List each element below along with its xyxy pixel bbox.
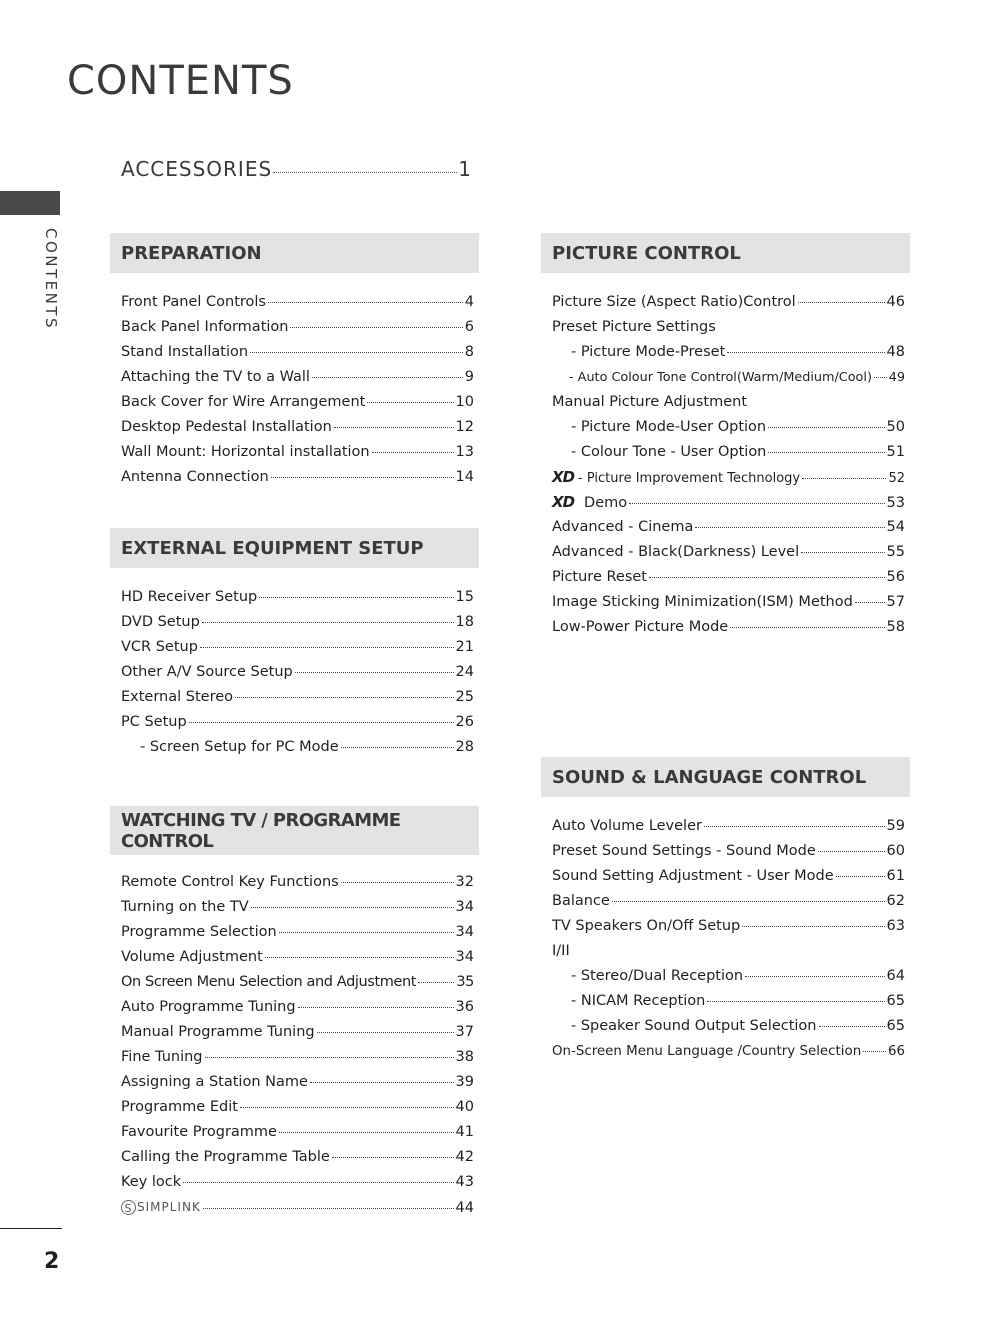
dot-leader bbox=[298, 1007, 454, 1008]
dot-leader bbox=[189, 722, 454, 723]
dot-leader bbox=[341, 882, 454, 883]
toc-entry[interactable] bbox=[552, 340, 905, 365]
dot-leader bbox=[802, 478, 886, 479]
toc-entry-page: 13 bbox=[455, 444, 474, 460]
dot-leader bbox=[801, 552, 884, 553]
toc-entry[interactable] bbox=[552, 839, 905, 864]
toc-entry-page: 26 bbox=[455, 714, 474, 730]
toc-entry-page: 59 bbox=[886, 818, 905, 834]
dot-leader bbox=[259, 597, 453, 598]
toc-entry[interactable] bbox=[552, 864, 905, 889]
dot-leader bbox=[203, 1208, 454, 1209]
toc-entry-page: 41 bbox=[455, 1124, 474, 1140]
toc-entry-label: Advanced - Cinema bbox=[552, 519, 694, 535]
toc-entry[interactable] bbox=[121, 1170, 474, 1195]
toc-entry[interactable] bbox=[552, 290, 905, 315]
dot-leader bbox=[271, 477, 454, 478]
toc-entry-label: Fine Tuning bbox=[121, 1049, 203, 1065]
toc-entry-label: Antenna Connection bbox=[121, 469, 269, 485]
toc-entry-label: Favourite Programme bbox=[121, 1124, 277, 1140]
toc-entry-page: 62 bbox=[886, 893, 905, 909]
toc-entry-label: - Speaker Sound Output Selection bbox=[571, 1018, 817, 1034]
toc-entry[interactable] bbox=[121, 465, 474, 490]
toc-entry-page: 65 bbox=[886, 1018, 905, 1034]
dot-leader bbox=[295, 672, 454, 673]
toc-entry[interactable] bbox=[552, 814, 905, 839]
toc-entry-label: Manual Picture Adjustment bbox=[552, 394, 748, 410]
toc-entry-page: 34 bbox=[455, 924, 474, 940]
toc-entry-page: 21 bbox=[455, 639, 474, 655]
toc-entry-label: - NICAM Reception bbox=[571, 993, 706, 1009]
dot-leader bbox=[317, 1032, 454, 1033]
toc-entry-page: 57 bbox=[886, 594, 905, 610]
toc-entry-label: Stand Installation bbox=[121, 344, 249, 360]
toc-entry-label: VCR Setup bbox=[121, 639, 198, 655]
section-preparation bbox=[110, 233, 479, 490]
toc-entry-page: 38 bbox=[455, 1049, 474, 1065]
toc-entry-label: - Colour Tone - User Option bbox=[571, 444, 767, 460]
toc-entry[interactable] bbox=[552, 365, 905, 390]
toc-entry[interactable] bbox=[121, 1070, 474, 1095]
toc-entry[interactable] bbox=[121, 1095, 474, 1120]
toc-entry-page: 32 bbox=[455, 874, 474, 890]
dot-leader bbox=[768, 452, 884, 453]
toc-entry-page: 35 bbox=[456, 974, 474, 990]
toc-entry-label: - Screen Setup for PC Mode bbox=[140, 739, 339, 755]
toc-entry[interactable] bbox=[552, 415, 905, 440]
dot-leader bbox=[273, 172, 457, 173]
toc-entry-page: 53 bbox=[886, 495, 905, 511]
section-heading: SOUND & LANGUAGE CONTROL bbox=[541, 757, 910, 797]
toc-entry-label: ACCESSORIES bbox=[121, 157, 273, 181]
dot-leader bbox=[290, 327, 462, 328]
dot-leader bbox=[874, 377, 887, 378]
toc-entry-page: 58 bbox=[886, 619, 905, 635]
toc-entry[interactable] bbox=[552, 1039, 905, 1064]
section-watching-tv bbox=[110, 806, 479, 1220]
dot-leader bbox=[704, 826, 885, 827]
toc-entry-page: 15 bbox=[455, 589, 474, 605]
toc-entry-label: HD Receiver Setup bbox=[121, 589, 258, 605]
toc-entry-page: 43 bbox=[455, 1174, 474, 1190]
toc-entry-page: 63 bbox=[886, 918, 905, 934]
toc-entry-page: 18 bbox=[455, 614, 474, 630]
toc-entry-label: - Picture Mode-User Option bbox=[571, 419, 767, 435]
toc-entry-page: 42 bbox=[455, 1149, 474, 1165]
dot-leader bbox=[707, 1001, 884, 1002]
toc-entry-label: Low-Power Picture Mode bbox=[552, 619, 729, 635]
toc-entry[interactable] bbox=[121, 315, 474, 340]
toc-entry[interactable] bbox=[121, 635, 474, 660]
toc-entry-label: Desktop Pedestal Installation bbox=[121, 419, 332, 435]
toc-entry[interactable] bbox=[121, 340, 474, 365]
toc-entry-label: Advanced - Black(Darkness) Level bbox=[552, 544, 800, 560]
toc-entry[interactable] bbox=[121, 1020, 474, 1045]
toc-entry[interactable] bbox=[552, 590, 905, 615]
dot-leader bbox=[629, 503, 884, 504]
toc-entry-label: Front Panel Controls bbox=[121, 294, 266, 310]
dot-leader bbox=[798, 302, 885, 303]
toc-entry-page: 46 bbox=[886, 294, 905, 310]
dot-leader bbox=[205, 1057, 454, 1058]
dot-leader bbox=[612, 901, 885, 902]
toc-entry-label: Assigning a Station Name bbox=[121, 1074, 308, 1090]
toc-entry[interactable] bbox=[121, 390, 474, 415]
page-number: 2 bbox=[44, 1249, 60, 1274]
toc-entry[interactable] bbox=[121, 1145, 474, 1170]
toc-entry-page: 48 bbox=[886, 344, 905, 360]
side-tab-marker bbox=[0, 191, 60, 215]
section-heading: PREPARATION bbox=[110, 233, 479, 273]
toc-entry[interactable] bbox=[121, 1195, 474, 1220]
dot-leader bbox=[202, 622, 454, 623]
toc-entry[interactable] bbox=[121, 870, 474, 895]
toc-entry-page: 10 bbox=[455, 394, 474, 410]
toc-entry-label: Attaching the TV to a Wall bbox=[121, 369, 310, 385]
dot-leader bbox=[250, 352, 463, 353]
dot-leader bbox=[418, 982, 454, 983]
toc-entry-page: 44 bbox=[455, 1200, 474, 1216]
toc-entry-page: 61 bbox=[886, 868, 905, 884]
dot-leader bbox=[742, 926, 884, 927]
dot-leader bbox=[279, 1132, 454, 1133]
section-heading: WATCHING TV / PROGRAMME CONTROL bbox=[110, 806, 479, 855]
side-section-label: CONTENTS bbox=[42, 228, 60, 331]
toc-entry[interactable] bbox=[121, 1120, 474, 1145]
toc-entry[interactable] bbox=[121, 660, 474, 685]
toc-entry-page: 6 bbox=[464, 319, 474, 335]
toc-entry[interactable] bbox=[121, 1045, 474, 1070]
toc-entry-page: 14 bbox=[455, 469, 474, 485]
toc-entry-label: DVD Setup bbox=[121, 614, 200, 630]
toc-entry-page: 56 bbox=[886, 569, 905, 585]
toc-entry-page: 9 bbox=[464, 369, 474, 385]
toc-entry-page: 4 bbox=[464, 294, 474, 310]
toc-entry-page: 25 bbox=[455, 689, 474, 705]
toc-entry-label: Balance bbox=[552, 893, 610, 909]
toc-entry-page: 36 bbox=[455, 999, 474, 1015]
dot-leader bbox=[334, 427, 454, 428]
dot-leader bbox=[265, 957, 454, 958]
dot-leader bbox=[649, 577, 885, 578]
toc-entry[interactable] bbox=[121, 895, 474, 920]
section-sound-language bbox=[541, 757, 910, 1064]
simplink-logo-icon bbox=[121, 1195, 201, 1220]
toc-entry-label: Image Sticking Minimization(ISM) Method bbox=[552, 594, 853, 610]
toc-entry-label: On-Screen Menu Language /Country Selection bbox=[552, 1044, 862, 1059]
toc-entry[interactable] bbox=[552, 490, 905, 515]
dot-leader bbox=[818, 851, 885, 852]
toc-entry-page: 54 bbox=[886, 519, 905, 535]
page-title: CONTENTS bbox=[67, 58, 294, 104]
toc-entry[interactable] bbox=[552, 964, 905, 989]
toc-entry-label: Picture Size (Aspect Ratio)Control bbox=[552, 294, 796, 310]
dot-leader bbox=[727, 352, 884, 353]
dot-leader bbox=[341, 747, 454, 748]
dot-leader bbox=[200, 647, 454, 648]
toc-entry-page: 60 bbox=[886, 843, 905, 859]
toc-entry-label: Other A/V Source Setup bbox=[121, 664, 293, 680]
toc-entry-page: 24 bbox=[455, 664, 474, 680]
toc-entry[interactable] bbox=[121, 920, 474, 945]
toc-entry-page: 40 bbox=[455, 1099, 474, 1115]
toc-entry-label: Wall Mount: Horizontal installation bbox=[121, 444, 370, 460]
toc-entry-label: Auto Volume Leveler bbox=[552, 818, 702, 834]
dot-leader bbox=[855, 602, 885, 603]
toc-entry-page: 51 bbox=[886, 444, 905, 460]
dot-leader bbox=[745, 976, 884, 977]
toc-entry[interactable] bbox=[121, 970, 474, 995]
toc-entry-label: PC Setup bbox=[121, 714, 187, 730]
toc-entry-label: Key lock bbox=[121, 1174, 182, 1190]
toc-entry[interactable] bbox=[552, 989, 905, 1014]
toc-entry[interactable] bbox=[552, 515, 905, 540]
toc-entry[interactable] bbox=[552, 565, 905, 590]
toc-entry[interactable] bbox=[121, 585, 474, 610]
section-heading: EXTERNAL EQUIPMENT SETUP bbox=[110, 528, 479, 568]
toc-entry-label: Preset Picture Settings bbox=[552, 319, 716, 335]
toc-entry-label: Remote Control Key Functions bbox=[121, 874, 339, 890]
dot-leader bbox=[372, 452, 454, 453]
toc-entry-label: Manual Programme Tuning bbox=[121, 1024, 315, 1040]
simplink-s-icon: S bbox=[121, 1200, 136, 1215]
toc-entry[interactable] bbox=[121, 945, 474, 970]
toc-entry-page: 65 bbox=[886, 993, 905, 1009]
dot-leader bbox=[819, 1026, 885, 1027]
toc-entry-label: - Picture Improvement Technology bbox=[578, 471, 801, 486]
toc-entry-label: Auto Programme Tuning bbox=[121, 999, 296, 1015]
toc-entry-label: Volume Adjustment bbox=[121, 949, 263, 965]
dot-leader bbox=[279, 932, 454, 933]
toc-entry[interactable] bbox=[121, 440, 474, 465]
toc-entry-label: Preset Sound Settings - Sound Mode bbox=[552, 843, 816, 859]
section-picture-control bbox=[541, 233, 910, 640]
toc-entry[interactable] bbox=[121, 710, 474, 735]
dot-leader bbox=[240, 1107, 454, 1108]
toc-entry-label: External Stereo bbox=[121, 689, 234, 705]
dot-leader bbox=[863, 1051, 886, 1052]
toc-entry[interactable] bbox=[121, 995, 474, 1020]
toc-entry-page: 12 bbox=[455, 419, 474, 435]
toc-entry-label: TV Speakers On/Off Setup bbox=[552, 918, 741, 934]
toc-entry-label: On Screen Menu Selection and Adjustment bbox=[121, 974, 417, 990]
toc-entry[interactable] bbox=[552, 315, 905, 340]
toc-entry[interactable] bbox=[552, 465, 905, 490]
toc-entry-page: 49 bbox=[888, 370, 905, 385]
toc-entry-label: Back Panel Information bbox=[121, 319, 289, 335]
toc-entry-label: Programme Selection bbox=[121, 924, 277, 940]
toc-entry[interactable] bbox=[552, 615, 905, 640]
toc-entry[interactable] bbox=[552, 1014, 905, 1039]
toc-entry[interactable] bbox=[121, 685, 474, 710]
toc-entry-page: 34 bbox=[455, 899, 474, 915]
footer-divider bbox=[0, 1228, 62, 1229]
toc-entry[interactable] bbox=[121, 415, 474, 440]
dot-leader bbox=[730, 627, 884, 628]
xd-logo-icon: XD bbox=[552, 493, 575, 511]
dot-leader bbox=[768, 427, 884, 428]
toc-entry[interactable] bbox=[121, 365, 474, 390]
toc-entry-label: Calling the Programme Table bbox=[121, 1149, 330, 1165]
dot-leader bbox=[332, 1157, 454, 1158]
toc-entry-page: 66 bbox=[887, 1044, 905, 1059]
toc-entry[interactable] bbox=[552, 390, 905, 415]
toc-entry-label: Programme Edit bbox=[121, 1099, 238, 1115]
toc-entry-label: Sound Setting Adjustment - User Mode bbox=[552, 868, 834, 884]
toc-entry-accessories[interactable] bbox=[121, 157, 471, 181]
toc-entry[interactable] bbox=[121, 735, 474, 760]
dot-leader bbox=[183, 1182, 453, 1183]
toc-entry-label: - Picture Mode-Preset bbox=[571, 344, 726, 360]
dot-leader bbox=[836, 876, 885, 877]
toc-entry-label: Demo bbox=[584, 495, 628, 511]
toc-entry-label: I/II bbox=[552, 943, 570, 959]
toc-entry-label: - Auto Colour Tone Control(Warm/Medium/Cool) bbox=[569, 370, 872, 385]
dot-leader bbox=[251, 907, 454, 908]
toc-entry-page: 37 bbox=[455, 1024, 474, 1040]
toc-entry[interactable] bbox=[552, 889, 905, 914]
dot-leader bbox=[695, 527, 884, 528]
toc-entry-page: 52 bbox=[888, 471, 905, 486]
toc-entry-page: 64 bbox=[886, 968, 905, 984]
toc-entry-label: Turning on the TV bbox=[121, 899, 249, 915]
toc-entry-page: 1 bbox=[458, 157, 471, 181]
toc-entry-label: SIMPLINK bbox=[137, 1200, 201, 1214]
toc-entry-page: 34 bbox=[455, 949, 474, 965]
toc-entry-page: 28 bbox=[455, 739, 474, 755]
toc-entry[interactable] bbox=[552, 440, 905, 465]
xd-logo-icon: XD bbox=[552, 468, 575, 486]
toc-entry[interactable] bbox=[552, 914, 905, 939]
dot-leader bbox=[310, 1082, 454, 1083]
toc-entry-label: - Stereo/Dual Reception bbox=[571, 968, 744, 984]
toc-entry[interactable] bbox=[121, 610, 474, 635]
toc-entry-page: 8 bbox=[464, 344, 474, 360]
toc-entry[interactable] bbox=[552, 939, 905, 964]
section-external-equipment bbox=[110, 528, 479, 760]
toc-entry-page: 50 bbox=[886, 419, 905, 435]
section-heading: PICTURE CONTROL bbox=[541, 233, 910, 273]
dot-leader bbox=[268, 302, 463, 303]
dot-leader bbox=[312, 377, 463, 378]
dot-leader bbox=[367, 402, 453, 403]
toc-entry-page: 39 bbox=[455, 1074, 474, 1090]
toc-entry[interactable] bbox=[552, 540, 905, 565]
toc-entry-page: 55 bbox=[886, 544, 905, 560]
dot-leader bbox=[235, 697, 454, 698]
toc-entry-label: Picture Reset bbox=[552, 569, 647, 585]
toc-entry[interactable] bbox=[121, 290, 474, 315]
toc-entry-label: Back Cover for Wire Arrangement bbox=[121, 394, 366, 410]
